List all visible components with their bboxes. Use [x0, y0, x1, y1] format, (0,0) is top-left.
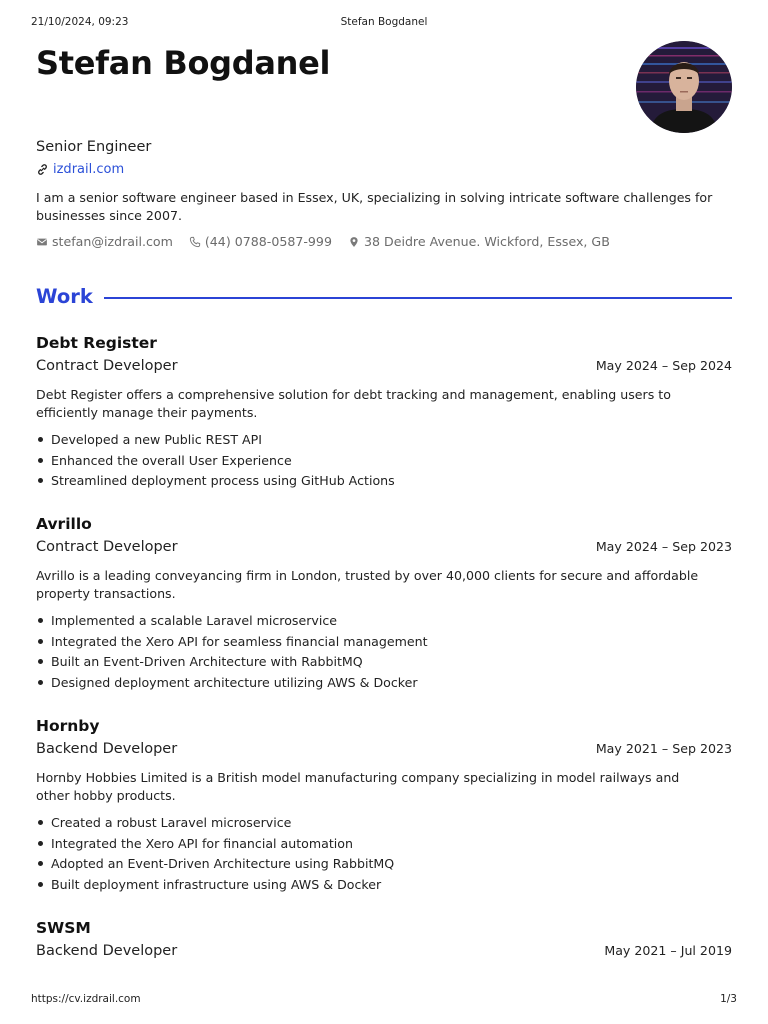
company-name: Avrillo: [36, 515, 92, 533]
job-highlights: [36, 431, 395, 493]
highlight-item: Integrated the Xero API for seamless financial management: [36, 633, 428, 654]
headline: Senior Engineer: [36, 139, 152, 155]
job-description: Avrillo is a leading conveyancing firm in London, trusted by over 40,000 clients for secure and affordable property transactions.: [36, 568, 699, 601]
print-datetime: 21/10/2024, 09:23: [31, 16, 129, 28]
highlight-item: Enhanced the overall User Experience: [36, 452, 395, 473]
phone-icon: [189, 236, 201, 248]
contact-phone[interactable]: [189, 234, 332, 249]
highlight-item: Streamlined deployment process using GitHub Actions: [36, 472, 395, 493]
company-name: Debt Register: [36, 334, 157, 352]
job-dates: May 2021 – Sep 2023: [595, 741, 732, 756]
page-number: 1/3: [720, 993, 737, 1005]
highlight-item: Developed a new Public REST API: [36, 431, 395, 452]
link-icon: [36, 163, 49, 176]
job-description: Debt Register offers a comprehensive solution for debt tracking and management, enabling users to efficiently manage their payments.: [36, 387, 671, 420]
print-header: [31, 16, 737, 30]
job-role: Backend Developer: [36, 943, 178, 959]
print-title: Stefan Bogdanel: [340, 16, 428, 28]
highlight-item: Built deployment infrastructure using AWS & Docker: [36, 876, 394, 897]
section-divider: [104, 297, 732, 299]
highlight-item: Integrated the Xero API for financial automation: [36, 835, 394, 856]
website-row: [36, 162, 124, 177]
work-entry: [36, 919, 732, 969]
avatar-photo: [636, 41, 732, 133]
highlight-item: Implemented a scalable Laravel microservice: [36, 612, 428, 633]
work-entry: [36, 334, 732, 496]
highlight-item: Adopted an Event-Driven Architecture using RabbitMQ: [36, 855, 394, 876]
person-name: Stefan Bogdanel: [36, 44, 331, 82]
print-footer: [31, 993, 737, 1007]
summary: I am a senior software engineer based in Essex, UK, specializing in solving intricate software challenges for businesses since 2007.: [36, 190, 713, 223]
job-dates: May 2024 – Sep 2023: [595, 539, 732, 554]
work-entry: [36, 515, 732, 697]
company-name: SWSM: [36, 919, 91, 937]
highlight-item: Created a robust Laravel microservice: [36, 814, 394, 835]
job-description: Hornby Hobbies Limited is a British model manufacturing company specializing in model railways and other hobby products.: [36, 770, 680, 803]
section-title-work: Work: [36, 285, 93, 308]
contact-email[interactable]: [36, 234, 173, 249]
job-highlights: [36, 612, 428, 694]
highlight-item: Built an Event-Driven Architecture with RabbitMQ: [36, 653, 428, 674]
job-role: Contract Developer: [36, 539, 178, 555]
avatar: [636, 41, 732, 133]
job-role: Backend Developer: [36, 741, 178, 757]
address-text: 38 Deidre Avenue. Wickford, Essex, GB: [363, 234, 610, 249]
contact-row: [36, 234, 626, 249]
work-entry: [36, 717, 732, 899]
job-highlights: [36, 814, 394, 896]
location-pin-icon: [348, 236, 360, 248]
job-role: Contract Developer: [36, 358, 178, 374]
highlight-item: Designed deployment architecture utilizing AWS & Docker: [36, 674, 428, 695]
website-link[interactable]: izdrail.com: [53, 162, 125, 177]
company-name: Hornby: [36, 717, 100, 735]
print-url: https://cv.izdrail.com: [31, 993, 141, 1005]
work-section-header: [36, 285, 732, 311]
email-icon: [36, 236, 48, 248]
contact-address: [348, 234, 610, 249]
email-text: stefan@izdrail.com: [52, 234, 173, 249]
job-dates: May 2021 – Jul 2019: [604, 943, 732, 958]
job-dates: May 2024 – Sep 2024: [595, 358, 732, 373]
phone-text: (44) 0788-0587-999: [204, 234, 332, 249]
